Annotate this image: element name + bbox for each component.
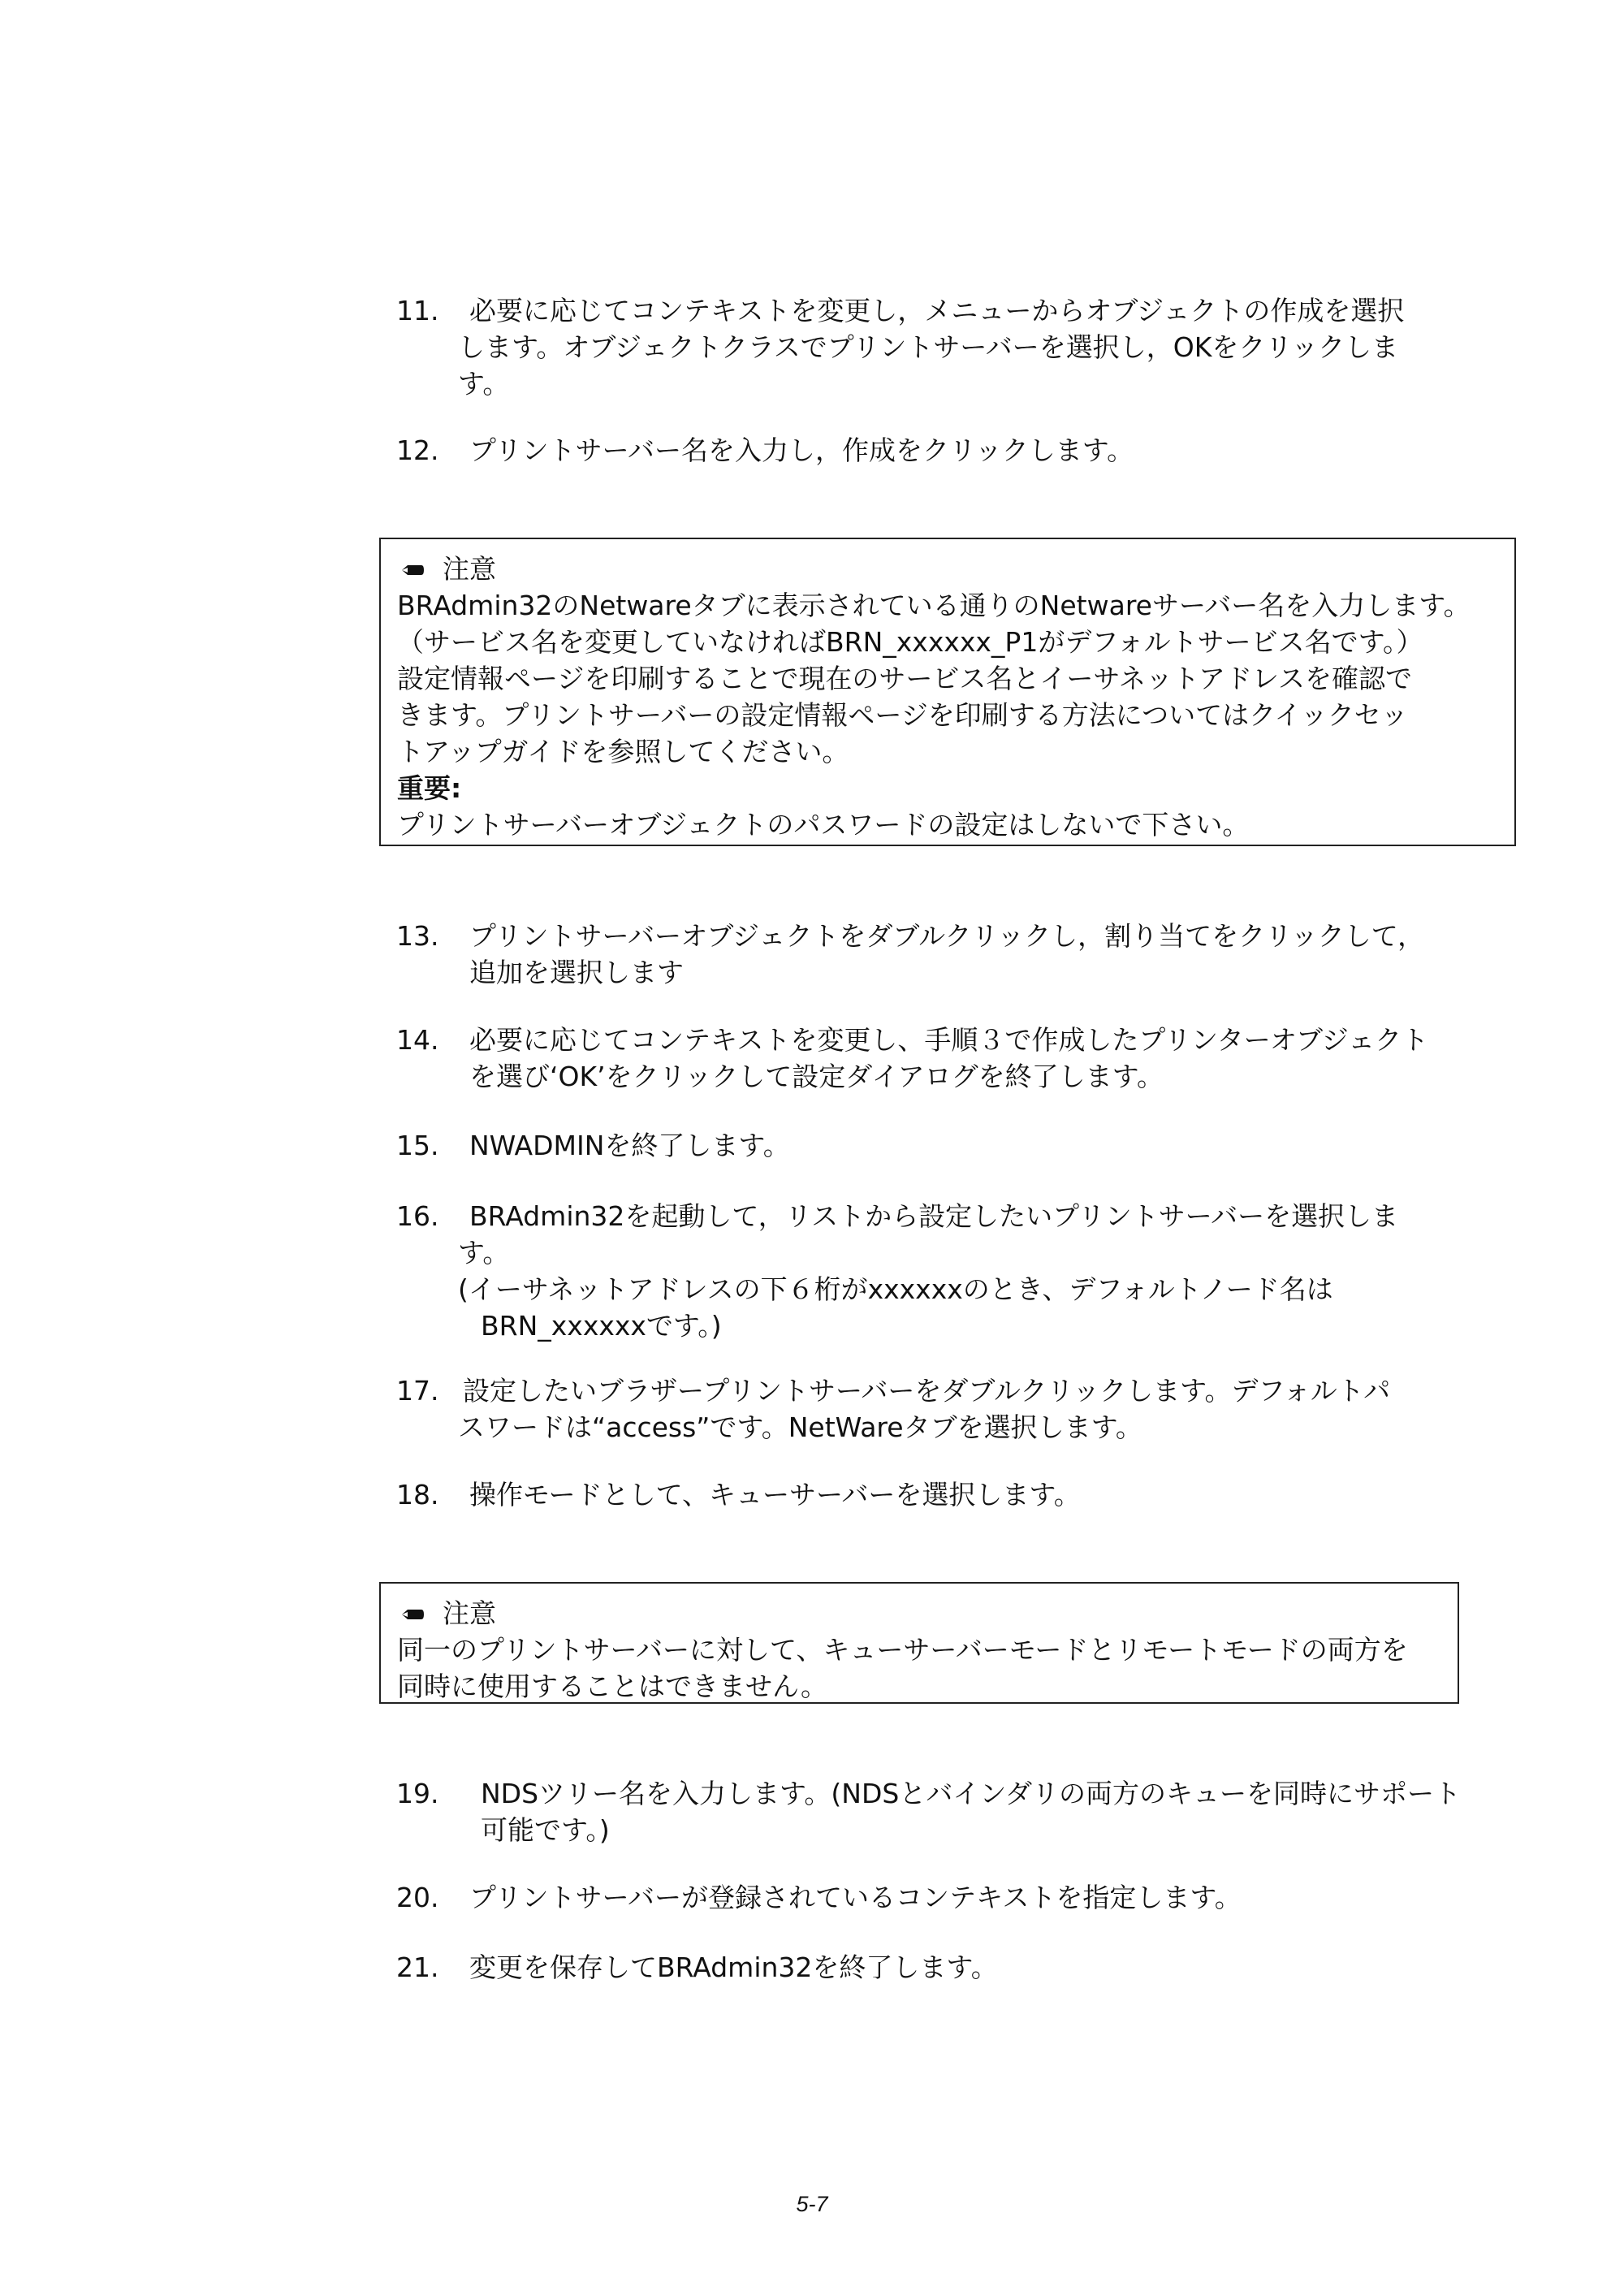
step-text: す。 — [458, 368, 510, 400]
step-11 — [396, 292, 1452, 402]
step-18 — [396, 1476, 1452, 1513]
step-number: 15. — [396, 1130, 439, 1161]
step-number: 19. — [396, 1778, 439, 1809]
pencil-icon — [400, 551, 425, 587]
step-text: NWADMINを終了します。 — [469, 1130, 790, 1161]
step-text: 追加を選択します — [469, 957, 684, 988]
step-text: BRN_xxxxxxです。) — [481, 1310, 722, 1342]
step-number: 14. — [396, 1024, 439, 1056]
step-text: 必要に応じてコンテキストを変更し、手順３で作成したプリンターオブジェクト — [469, 1024, 1429, 1056]
step-text: プリントサーバー名を入力し，作成をクリックします。 — [469, 434, 1134, 466]
step-text: プリントサーバーが登録されているコンテキストを指定します。 — [469, 1882, 1242, 1913]
step-number: 16. — [396, 1200, 439, 1232]
step-20 — [396, 1879, 1452, 1916]
step-text: 可能です。) — [481, 1814, 610, 1846]
note-text: 同一のプリントサーバーに対して、キューサーバーモードとリモートモードの両方を — [397, 1634, 1408, 1666]
step-number: 20. — [396, 1882, 439, 1913]
important-label: 重要: — [397, 772, 462, 804]
note-box — [379, 1582, 1459, 1704]
step-text: BRAdmin32を起動して，リストから設定したいプリントサーバーを選択しま — [469, 1200, 1399, 1232]
step-17 — [396, 1372, 1452, 1446]
note-box — [379, 538, 1516, 846]
step-number: 21. — [396, 1951, 439, 1983]
note-text: きます。プリントサーバーの設定情報ページを印刷する方法についてはクイックセッ — [397, 699, 1408, 731]
step-number: 12. — [396, 434, 439, 466]
step-text: 設定したいブラザープリントサーバーをダブルクリックします。デフォルトパ — [463, 1375, 1391, 1407]
step-text: NDSツリー名を入力します。(NDSとバインダリの両方のキューを同時にサポート — [481, 1778, 1462, 1809]
important-text: プリントサーバーオブジェクトのパスワードの設定はしないで下さい。 — [397, 809, 1250, 841]
step-21 — [396, 1949, 1452, 1986]
step-16 — [396, 1198, 1452, 1344]
note-text: 設定情報ページを印刷することで現在のサービス名とイーサネットアドレスを確認で — [397, 663, 1413, 694]
step-text: プリントサーバーオブジェクトをダブルクリックし，割り当てをクリックして， — [469, 920, 1425, 952]
note-text: BRAdmin32のNetwareタブに表示されている通りのNetwareサーバー名を入力します。 — [397, 590, 1471, 621]
step-14 — [396, 1022, 1452, 1095]
note-text: 同時に使用することはできません。 — [397, 1670, 827, 1702]
note-heading: 注意 — [397, 1595, 1441, 1632]
step-text: 操作モードとして、キューサーバーを選択します。 — [469, 1479, 1081, 1511]
note-text: （サービス名を変更していなければBRN_xxxxxx_P1がデフォルトサービス名です。） — [397, 626, 1423, 658]
step-13 — [396, 918, 1452, 991]
step-number: 11. — [396, 295, 439, 326]
step-number: 17. — [396, 1375, 439, 1407]
step-text: (イーサネットアドレスの下６桁がxxxxxxのとき、デフォルトノード名は — [458, 1273, 1333, 1305]
note-heading: 注意 — [397, 551, 1498, 587]
step-19 — [396, 1775, 1462, 1848]
step-text: す。 — [458, 1237, 510, 1269]
step-text: スワードは“access”です。NetWareタブを選択します。 — [458, 1411, 1142, 1443]
note-text: トアップガイドを参照してください。 — [397, 736, 849, 767]
step-text: 必要に応じてコンテキストを変更し，メニューからオブジェクトの作成を選択 — [469, 295, 1405, 326]
step-text: 変更を保存してBRAdmin32を終了します。 — [469, 1951, 998, 1983]
step-15 — [396, 1127, 1452, 1164]
step-12 — [396, 432, 1452, 469]
step-number: 13. — [396, 920, 439, 952]
step-text: を選び‘OK’をクリックして設定ダイアログを終了します。 — [469, 1061, 1164, 1092]
page-number: 5-7 — [796, 2192, 828, 2216]
pencil-icon — [400, 1595, 425, 1632]
step-number: 18. — [396, 1479, 439, 1511]
step-text: します。オブジェクトクラスでプリントサーバーを選択し，OKをクリックしま — [458, 331, 1399, 363]
